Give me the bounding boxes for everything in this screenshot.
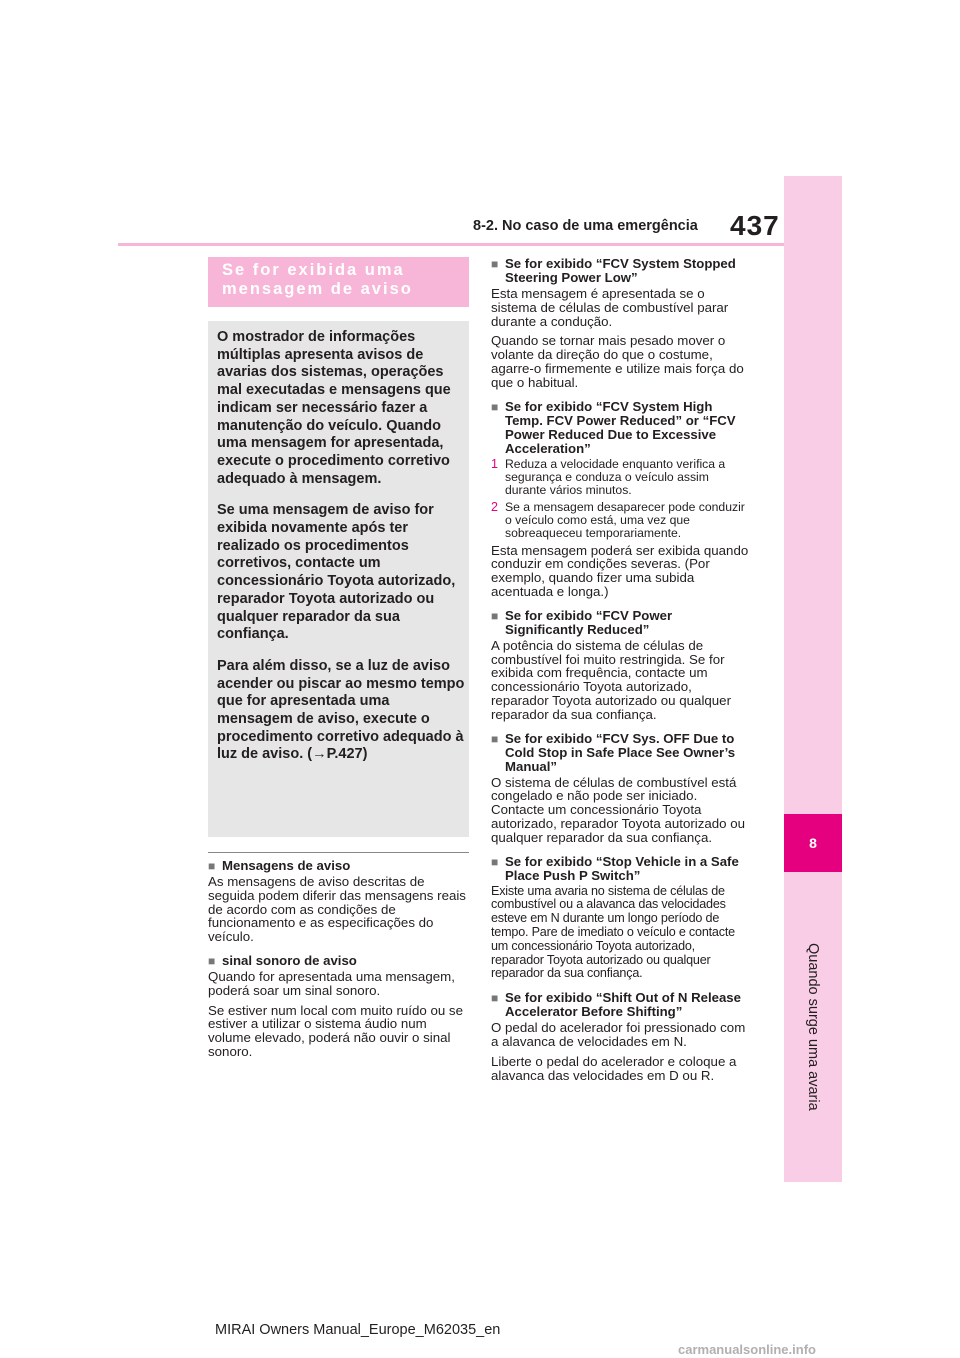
watermark: carmanualsonline.info — [678, 1342, 816, 1357]
body-paragraph: Esta mensagem poderá ser exibida quando conduzir em condições severas. (Por exemplo, quando fizer uma subida acentuada e longa.) — [491, 542, 749, 599]
section-heading-text: Se for exibida uma mensagem de aviso — [222, 261, 413, 298]
body-paragraph: Esta mensagem é apresentada se o sistema de células de combustível parar durante a condução. — [491, 286, 729, 329]
subheading: ■ sinal sonoro de aviso — [208, 952, 357, 968]
step-number: 1 — [491, 456, 498, 471]
right-text-column — [491, 257, 751, 1088]
header-divider — [118, 243, 784, 246]
subheading: ■ Se for exibido “FCV System High Temp. FCV Power Reduced” or “FCV Power Reduced Due to Excessive Acceleration” — [491, 398, 736, 456]
chapter-title: Quando surge uma avaria — [805, 943, 821, 1111]
square-bullet-icon: ■ — [491, 608, 499, 623]
body-paragraph: As mensagens de aviso descritas de seguida podem diferir das mensagens reais de acordo com as condições de funcionamento e as especificações do veículo. — [208, 874, 466, 945]
page-number: 437 — [730, 210, 780, 241]
square-bullet-icon: ■ — [208, 859, 216, 873]
square-bullet-icon: ■ — [491, 854, 499, 869]
body-paragraph: A potência do sistema de células de combustível foi muito restringida. Se for exibida com frequência, contacte um concessionário Toyota autorizado, reparador Toyota autorizado ou qualquer reparador da sua confiança. — [491, 637, 732, 722]
square-bullet-icon: ■ — [491, 991, 499, 1006]
step-number: 2 — [491, 499, 498, 514]
step-item — [491, 458, 751, 497]
subheading: ■ Se for exibido “Shift Out of N Release Accelerator Before Shifting” — [491, 990, 741, 1020]
info-paragraph: Para além disso, se a luz de aviso acender ou piscar ao mesmo tempo que for apresentada uma mensagem de aviso, execute o procedimento corretivo adequado à luz de aviso. (→P.427) — [217, 657, 465, 763]
left-text-column — [208, 859, 470, 1065]
body-paragraph: O sistema de células de combustível está congelado e não pode ser iniciado. Contacte um concessionário Toyota autorizado, reparador Toyota autorizado ou qualquer reparador da sua confiança. — [491, 774, 746, 845]
column-divider — [208, 852, 469, 853]
footer-manual-name: MIRAI Owners Manual_Europe_M62035_en — [215, 1322, 501, 1338]
body-paragraph: O pedal do acelerador foi pressionado com a alavanca de velocidades em N. — [491, 1020, 746, 1049]
square-bullet-icon: ■ — [491, 257, 499, 271]
subheading: ■ Se for exibido “FCV System Stopped Steering Power Low” — [491, 256, 736, 285]
subheading: ■ Se for exibido “Stop Vehicle in a Safe Place Push P Switch” — [491, 853, 739, 883]
step-text: Se a mensagem desaparecer pode conduzir o veículo como está, uma vez que sobreaqueceu temporariamente. — [505, 499, 745, 540]
square-bullet-icon: ■ — [491, 399, 499, 414]
info-paragraph: O mostrador de informações múltiplas apresenta avisos de avarias dos sistemas, operações mal executadas e mensagens que indicam ser necessário fazer a manutenção do veículo. Quando uma mensagem for apresentada, execute o procedimento corretivo adequado à mensagem. — [217, 329, 451, 487]
body-paragraph: Quando for apresentada uma mensagem, poderá soar um sinal sonoro. — [208, 968, 455, 998]
body-paragraph: Liberte o pedal do acelerador e coloque a alavanca das velocidades em D ou R. — [491, 1053, 737, 1083]
step-text: Reduza a velocidade enquanto verifica a segurança e conduza o veículo assim durante vários minutos. — [505, 456, 726, 497]
info-paragraph: Se uma mensagem de aviso for exibida novamente após ter realizado os procedimentos corretivos, contacte um concessionário Toyota autorizado, reparador Toyota autorizado ou qualquer reparador da sua confiança. — [217, 502, 456, 643]
subheading: ■ Se for exibido “FCV Power Significantly Reduced” — [491, 607, 673, 637]
subheading: ■ Se for exibido “FCV Sys. OFF Due to Cold Stop in Safe Place See Owner’s Manual” — [491, 730, 736, 774]
square-bullet-icon: ■ — [208, 953, 216, 968]
section-heading — [208, 257, 469, 307]
info-box — [208, 321, 469, 837]
subheading: ■ Mensagens de aviso — [208, 858, 351, 873]
body-paragraph: Se estiver num local com muito ruído ou se estiver a utilizar o sistema áudio num volume elevado, poderá não ouvir o sinal sonoro. — [208, 1002, 463, 1059]
chapter-number-badge: 8 — [784, 814, 842, 872]
body-paragraph: Existe uma avaria no sistema de células de combustível ou a alavanca das velocidades esteve em N durante um longo período de tempo. Pare de imediato o veículo e contacte um concessionário Toyota autorizado, reparador Toyota autorizado ou qualquer reparador da sua confiança. — [491, 883, 735, 981]
step-item — [491, 501, 751, 540]
square-bullet-icon: ■ — [491, 731, 499, 746]
body-paragraph: Quando se tornar mais pesado mover o volante da direção do que o costume, agarre-o firmemente e utilize mais força do que o habitual. — [491, 333, 744, 390]
chapter-title-vertical — [784, 872, 842, 1182]
section-title: 8-2. No caso de uma emergência — [473, 218, 698, 234]
